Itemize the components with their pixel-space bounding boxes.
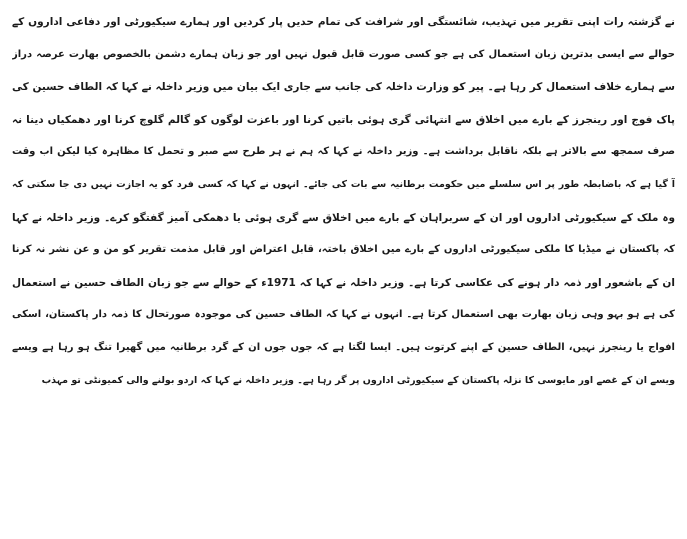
article-line: کہ پاکستان نے میڈیا کا ملکی سیکیورٹی اداروں کے بارے میں اخلاق باختہ، قابل اعتراض اور قابل مذمت تقریر کو من و عن نشر نہ کرنا [12,244,675,256]
article-line: پاک فوج اور رینجرز کے بارے میں اخلاق سے انتہائی گری ہوئی باتیں کرنا اور باعزت لوگوں کو گالم گلوچ کرنا اور دھمکیاں دینا نہ [12,113,675,126]
article-line: آ گیا ہے کہ باضابطہ طور پر اس سلسلے میں حکومت برطانیہ سے بات کی جائے۔ انہوں نے کہا کہ کسی فرد کو یہ اجازت نہیں دی جا سکتی کہ [12,178,675,190]
article-line: نے گزشتہ رات اپنی تقریر میں تہذیب، شائستگی اور شرافت کی تمام حدیں پار کردیں اور ہمارے سیکیورٹی اور دفاعی اداروں کے [12,16,675,28]
article-line: وہ ملک کے سیکیورٹی اداروں اور ان کے سربراہان کے بارے میں اخلاق سے گری ہوئی یا دھمکی آمیز گفتگو کرے۔ وزیر داخلہ نے کہا [12,211,675,224]
article-line: ویسے ان کے غصے اور مایوسی کا نزلہ پاکستان کے سیکیورٹی اداروں پر گر رہا ہے۔ وزیر داخلہ نے کہا کہ اردو بولنے والی کمیونٹی تو مہذب [41,374,675,386]
article-line: افواج یا رینجرز نہیں، الطاف حسین کے اپنے کرتوت ہیں۔ ایسا لگتا ہے کہ جوں جوں ان کے گرد برطانیہ میں گھیرا تنگ ہو رہا ہے ویسے [12,341,675,353]
article-line: سے ہمارے خلاف استعمال کر رہا ہے۔ پیر کو وزارت داخلہ کی جانب سے جاری ایک بیان میں وزیر داخلہ نے کہا کہ الطاف حسین کی [12,81,675,94]
article-line: حوالے سے ایسی بدترین زبان استعمال کی ہے جو کسی صورت قابل قبول نہیں اور جو زبان ہمارے دشمن بالخصوص بھارت عرصہ دراز [12,48,675,60]
article-line: کی ہے ہو بہو وہی زبان بھارت بھی استعمال کرتا ہے۔ انہوں نے کہا کہ الطاف حسین کی موجودہ صورتحال کا ذمہ دار پاکستان، اسکی [12,309,675,321]
article-line: صرف سمجھ سے بالاتر ہے بلکہ ناقابل برداشت ہے۔ وزیر داخلہ نے کہا کہ ہم نے ہر طرح سے صبر و تحمل کا مظاہرہ کیا لیکن اب وقت [12,146,675,158]
article-line: ان کے باشعور اور ذمہ دار ہونے کی عکاسی کرتا ہے۔ وزیر داخلہ نے کہا کہ 1971ء کے حوالے سے جو زبان الطاف حسین نے استعمال [12,276,675,289]
news-article-body [12,6,675,397]
